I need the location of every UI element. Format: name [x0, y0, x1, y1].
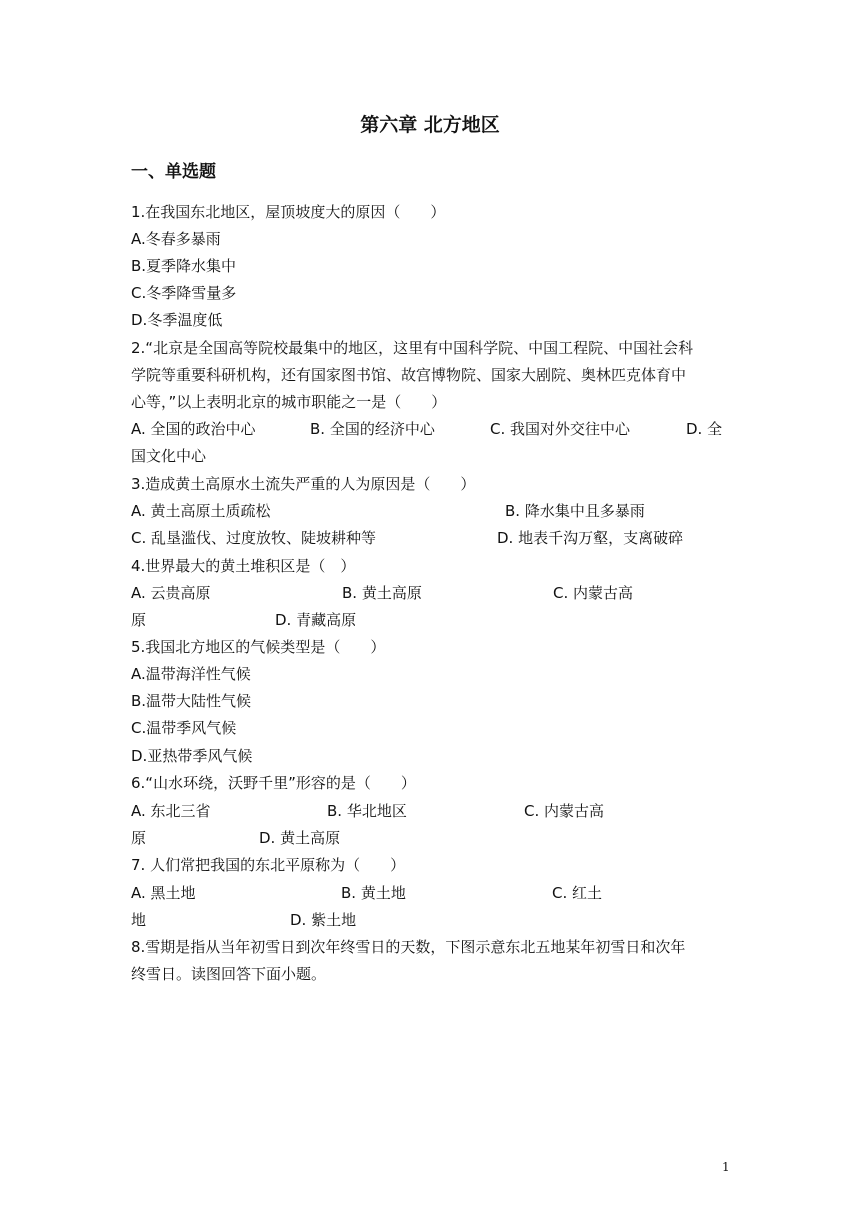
q6-stem: 6.“山水环绕，沃野千里”形容的是（ ）: [131, 774, 416, 792]
q1-option-d: D.冬季温度低: [131, 311, 223, 329]
q5-stem: 5.我国北方地区的气候类型是（ ）: [131, 638, 386, 656]
section-heading: 一、单选题: [131, 162, 216, 182]
q2-stem-line2: 学院等重要科研机构，还有国家图书馆、故宫博物院、国家大剧院、奥林匹克体育中: [131, 366, 687, 384]
q1-option-b: B.夏季降水集中: [131, 257, 237, 275]
q5-option-c: C.温带季风气候: [131, 719, 237, 737]
page-title: 第六章 北方地区: [360, 114, 500, 136]
q5-option-b: B.温带大陆性气候: [131, 692, 252, 710]
q1-option-a: A.冬春多暴雨: [131, 230, 221, 248]
q2-stem-line3: 心等，”以上表明北京的城市职能之一是（ ）: [131, 393, 447, 411]
q6-option-c-continued: 原: [131, 829, 147, 847]
q2-option-d-continued: 国文化中心: [131, 447, 207, 465]
q4-option-a: A. 云贵高原: [131, 584, 211, 602]
q7-option-c: C. 红土: [552, 884, 603, 902]
q2-option-b: B. 全国的经济中心: [310, 420, 435, 438]
q7-stem: 7. 人们常把我国的东北平原称为（ ）: [131, 856, 406, 874]
q3-option-d: D. 地表千沟万壑，支离破碎: [497, 529, 684, 547]
q3-option-c: C. 乱垦滥伐、过度放牧、陡坡耕种等: [131, 529, 377, 547]
q5-option-a: A.温带海洋性气候: [131, 665, 251, 683]
q4-option-b: B. 黄土高原: [342, 584, 422, 602]
q7-option-b: B. 黄土地: [341, 884, 406, 902]
q4-option-c: C. 内蒙古高: [553, 584, 634, 602]
q4-option-d: D. 青藏高原: [275, 611, 357, 629]
q4-option-c-continued: 原: [131, 611, 147, 629]
q7-option-a: A. 黑土地: [131, 884, 196, 902]
q3-option-a: A. 黄土高原土质疏松: [131, 502, 271, 520]
q2-option-a: A. 全国的政治中心: [131, 420, 256, 438]
q3-stem: 3.造成黄土高原水土流失严重的人为原因是（ ）: [131, 475, 476, 493]
q7-option-c-continued: 地: [131, 911, 147, 929]
q1-option-c: C.冬季降雪量多: [131, 284, 237, 302]
q8-stem-line2: 终雪日。读图回答下面小题。: [131, 965, 327, 983]
q2-option-c: C. 我国对外交往中心: [490, 420, 631, 438]
page-number: 1: [722, 1160, 730, 1174]
q6-option-d: D. 黄土高原: [259, 829, 341, 847]
q7-option-d: D. 紫土地: [290, 911, 357, 929]
q6-option-c: C. 内蒙古高: [524, 802, 605, 820]
q3-option-b: B. 降水集中且多暴雨: [505, 502, 645, 520]
q2-stem-line1: 2.“北京是全国高等院校最集中的地区，这里有中国科学院、中国工程院、中国社会科: [131, 339, 694, 357]
q6-option-b: B. 华北地区: [327, 802, 407, 820]
q8-stem-line1: 8.雪期是指从当年初雪日到次年终雪日的天数，下图示意东北五地某年初雪日和次年: [131, 938, 686, 956]
q1-stem: 1.在我国东北地区，屋顶坡度大的原因（ ）: [131, 203, 446, 221]
q6-option-a: A. 东北三省: [131, 802, 211, 820]
q4-stem: 4.世界最大的黄土堆积区是（ ）: [131, 557, 356, 575]
q5-option-d: D.亚热带季风气候: [131, 747, 253, 765]
q2-option-d: D. 全: [686, 420, 723, 438]
